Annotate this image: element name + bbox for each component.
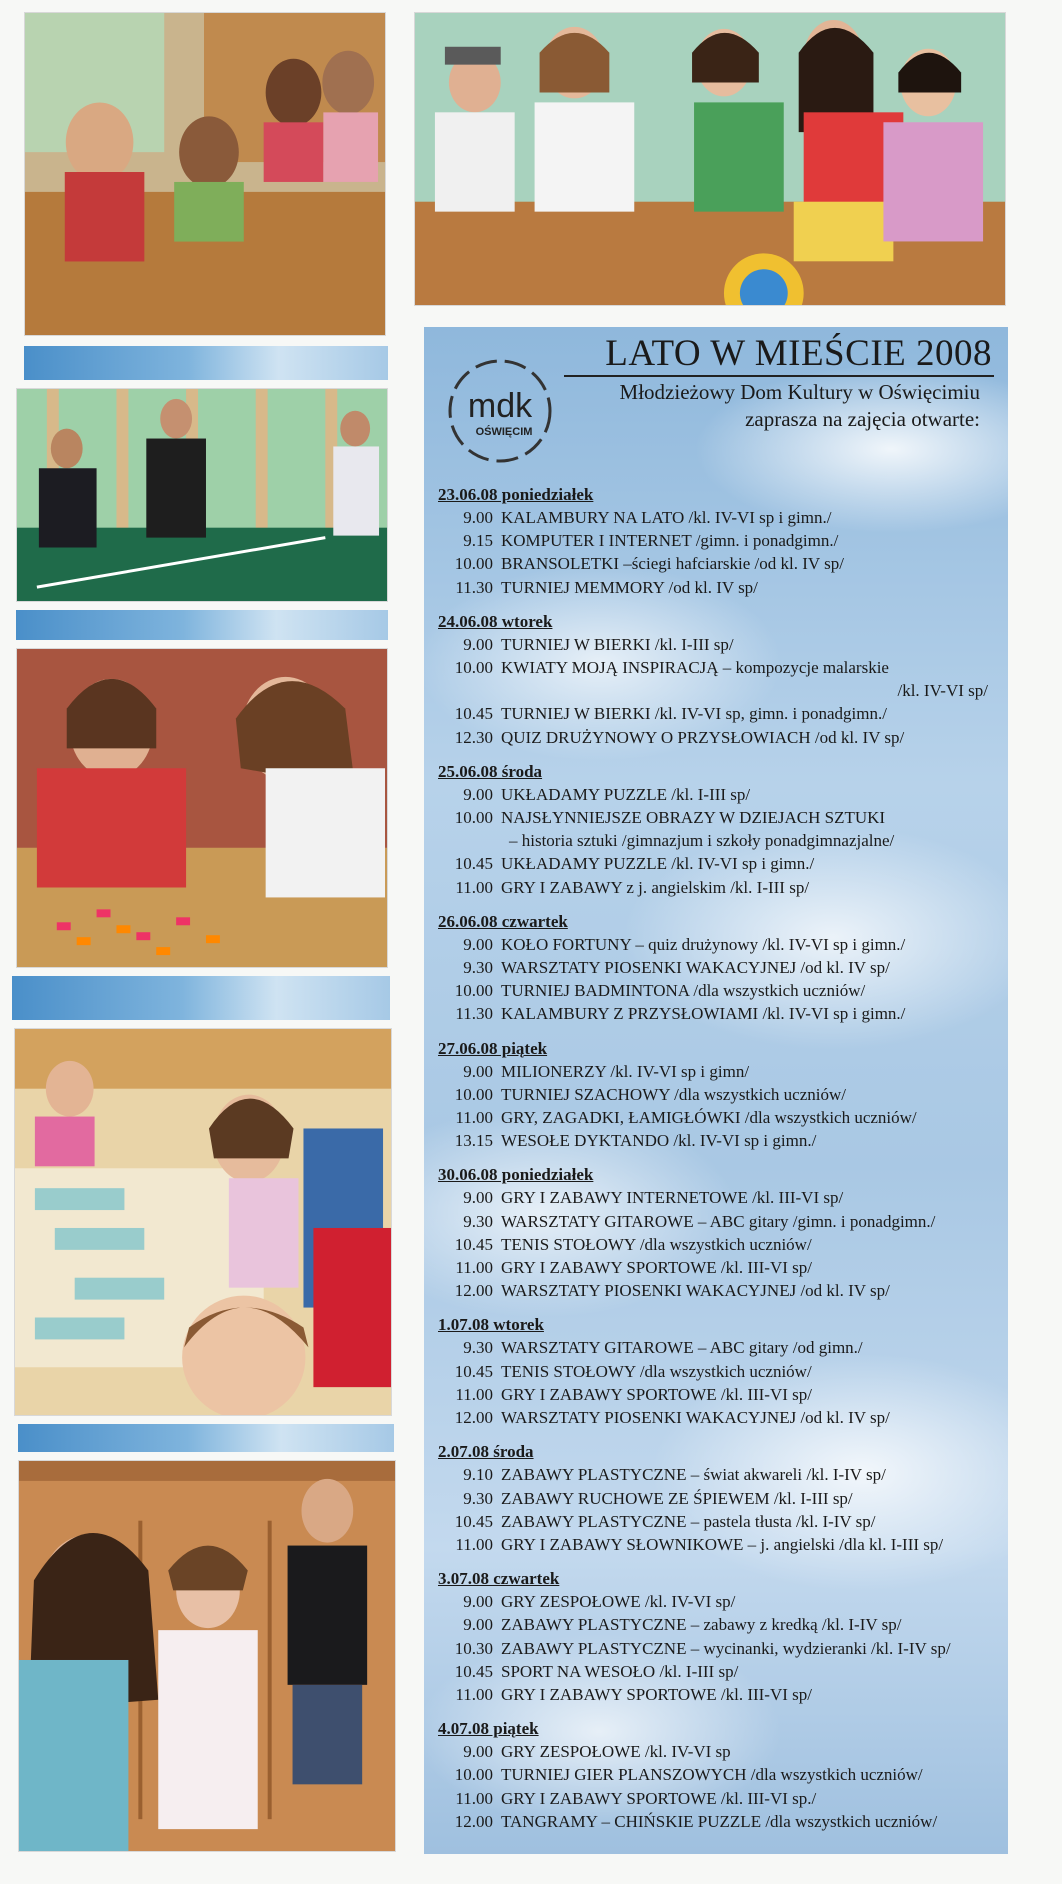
event-time: 10.45 [454, 1511, 493, 1531]
event-time: 11.00 [455, 1384, 493, 1404]
schedule-event [438, 1637, 1002, 1660]
day-heading: 23.06.08 poniedziałek [438, 485, 594, 504]
schedule-event [438, 1336, 1002, 1359]
photo-five-girls-seated [414, 12, 1006, 306]
schedule-event [438, 552, 1002, 575]
schedule [438, 484, 1002, 1845]
schedule-event [438, 1256, 1002, 1279]
day-heading: 2.07.08 środa [438, 1442, 534, 1462]
day-heading: 24.06.08 wtorek [438, 611, 553, 631]
schedule-event [438, 876, 1002, 899]
event-time: 9.00 [463, 1592, 493, 1612]
photo-girls-puzzle [16, 648, 388, 968]
event-time: 11.00 [455, 1534, 493, 1554]
event-time: 11.00 [455, 1788, 493, 1808]
schedule-event [438, 1406, 1002, 1429]
event-description: WESOŁE DYKTANDO /kl. IV-VI sp i gimn./ [501, 1131, 817, 1151]
mdk-logo [446, 357, 554, 465]
event-description: ZABAWY PLASTYCZNE – pastela tłusta /kl. I-IV sp/ [501, 1511, 876, 1531]
event-time: 9.00 [463, 934, 493, 954]
schedule-event [438, 1683, 1002, 1706]
schedule-event [438, 1590, 1002, 1613]
event-time: 10.00 [454, 808, 493, 828]
schedule-day [438, 1314, 1002, 1429]
event-description: SPORT NA WESOŁO /kl. I-III sp/ [501, 1661, 739, 1681]
event-description: GRY I ZABAWY INTERNETOWE /kl. III-VI sp/ [501, 1188, 844, 1208]
organizer-line: Młodzieżowy Dom Kultury w Oświęcimiu [619, 380, 980, 404]
event-time: 10.45 [454, 1234, 493, 1254]
schedule-event [438, 529, 1002, 552]
schedule-event [438, 956, 1002, 979]
event-description: UKŁADAMY PUZZLE /kl. IV-VI sp i gimn./ [501, 854, 815, 874]
schedule-event [438, 1279, 1002, 1302]
day-heading: 1.07.08 wtorek [438, 1315, 544, 1335]
event-description: WARSZTATY PIOSENKI WAKACYJNEJ /od kl. IV sp/ [501, 1408, 890, 1428]
day-heading: 3.07.08 czwartek [438, 1569, 560, 1589]
photo-girls-at-table [24, 12, 386, 336]
event-description: TURNIEJ GIER PLANSZOWYCH /dla wszystkich uczniów/ [501, 1765, 923, 1785]
schedule-day [438, 484, 1002, 599]
event-description: TURNIEJ BADMINTONA /dla wszystkich uczniów/ [501, 981, 866, 1001]
schedule-event [438, 1660, 1002, 1683]
event-description: WARSZTATY PIOSENKI WAKACYJNEJ /od kl. IV sp/ [501, 958, 890, 978]
schedule-day [438, 911, 1002, 1026]
event-description: ZABAWY PLASTYCZNE – świat akwareli /kl. I-IV sp/ [501, 1465, 886, 1485]
schedule-event [438, 1613, 1002, 1636]
event-description: GRY ZESPOŁOWE /kl. IV-VI sp [501, 1742, 731, 1762]
event-description: GRY I ZABAWY z j. angielskim /kl. I-III sp/ [501, 877, 810, 897]
poster-organizer [620, 379, 980, 433]
event-description: TURNIEJ SZACHOWY /dla wszystkich uczniów/ [501, 1084, 846, 1104]
event-time: 11.00 [455, 1684, 493, 1704]
day-heading: 30.06.08 poniedziałek [438, 1165, 594, 1185]
event-description: QUIZ DRUŻYNOWY O PRZYSŁOWIACH /od kl. IV sp/ [501, 727, 905, 747]
event-time: 9.30 [463, 1211, 493, 1231]
event-time: 9.15 [463, 531, 493, 551]
event-description: WARSZTATY GITAROWE – ABC gitary /od gimn./ [501, 1338, 863, 1358]
event-time: 9.00 [463, 1615, 493, 1635]
event-time: 10.45 [454, 704, 493, 724]
logo-subtext: OŚWIĘCIM [475, 426, 533, 438]
event-description: ZABAWY PLASTYCZNE – wycinanki, wydzieranki /kl. I-IV sp/ [501, 1638, 951, 1658]
event-description: GRY I ZABAWY SPORTOWE /kl. III-VI sp/ [501, 1258, 812, 1278]
schedule-day [438, 1038, 1002, 1153]
event-description: UKŁADAMY PUZZLE /kl. I-III sp/ [501, 784, 751, 804]
event-time: 10.00 [454, 554, 493, 574]
event-description: GRY I ZABAWY SPORTOWE /kl. III-VI sp./ [501, 1788, 817, 1808]
schedule-event [438, 1083, 1002, 1106]
schedule-event [438, 1463, 1002, 1486]
event-description-continued: – historia sztuki /gimnazjum i szkoły ponadgimnazjalne/ [509, 831, 895, 851]
event-time: 9.00 [463, 1742, 493, 1762]
event-time: 10.45 [454, 854, 493, 874]
event-description: KOŁO FORTUNY – quiz drużynowy /kl. IV-VI sp i gimn./ [501, 934, 906, 954]
event-time: 10.00 [454, 1765, 493, 1785]
event-time: 9.00 [463, 1188, 493, 1208]
photo-children-painting [14, 1028, 392, 1416]
event-time: 9.00 [463, 784, 493, 804]
schedule-event [438, 656, 1002, 679]
schedule-event [438, 1106, 1002, 1129]
schedule-event [438, 1740, 1002, 1763]
logo-text: mdk [467, 387, 533, 425]
schedule-event [438, 783, 1002, 806]
event-time: 10.00 [454, 981, 493, 1001]
schedule-event [438, 1487, 1002, 1510]
event-time: 9.30 [463, 1338, 493, 1358]
schedule-day [438, 1568, 1002, 1706]
event-time: 10.45 [454, 1661, 493, 1681]
event-time: 10.45 [454, 1361, 493, 1381]
decorative-strip [16, 610, 388, 640]
schedule-event [438, 633, 1002, 656]
event-description: GRY I ZABAWY SPORTOWE /kl. III-VI sp/ [501, 1384, 812, 1404]
schedule-event [438, 1060, 1002, 1083]
event-description: TENIS STOŁOWY /dla wszystkich uczniów/ [501, 1234, 812, 1254]
day-heading: 27.06.08 piątek [438, 1038, 548, 1058]
event-time: 11.30 [455, 577, 493, 597]
event-description: KOMPUTER I INTERNET /gimn. i ponadgimn./ [501, 531, 839, 551]
schedule-day [438, 1441, 1002, 1556]
decorative-strip [24, 346, 388, 380]
event-time: 11.00 [455, 877, 493, 897]
schedule-day [438, 1164, 1002, 1302]
event-description: ZABAWY PLASTYCZNE – zabawy z kredką /kl. I-IV sp/ [501, 1615, 902, 1635]
event-description: MILIONERZY /kl. IV-VI sp i gimn/ [501, 1061, 750, 1081]
schedule-event [438, 1002, 1002, 1025]
event-description: TURNIEJ MEMMORY /od kl. IV sp/ [501, 577, 758, 597]
event-time: 12.00 [454, 1811, 493, 1831]
event-description: BRANSOLETKI –ściegi hafciarskie /od kl. IV sp/ [501, 554, 844, 574]
event-time: 10.30 [454, 1638, 493, 1658]
event-description: TURNIEJ W BIERKI /kl. IV-VI sp, gimn. i ponadgimn./ [501, 704, 887, 724]
event-time: 9.00 [463, 1061, 493, 1081]
schedule-event [438, 1533, 1002, 1556]
schedule-event [438, 1186, 1002, 1209]
event-description: GRY ZESPOŁOWE /kl. IV-VI sp/ [501, 1592, 736, 1612]
schedule-event [438, 1129, 1002, 1152]
event-time: 11.30 [455, 1004, 493, 1024]
event-time: 9.10 [463, 1465, 493, 1485]
event-time: 13.15 [454, 1131, 493, 1151]
day-heading: 26.06.08 czwartek [438, 911, 568, 931]
event-description: KALAMBURY NA LATO /kl. IV-VI sp i gimn./ [501, 508, 832, 527]
schedule-event [438, 1763, 1002, 1786]
schedule-event [438, 726, 1002, 749]
invitation-line: zaprasza na zajęcia otwarte: [745, 407, 980, 431]
schedule-day [438, 611, 1002, 749]
event-time: 10.00 [454, 1084, 493, 1104]
event-time: 10.00 [454, 658, 493, 678]
event-description: WARSZTATY PIOSENKI WAKACYJNEJ /od kl. IV sp/ [501, 1281, 890, 1301]
decorative-strip [18, 1424, 394, 1452]
schedule-event [438, 1233, 1002, 1256]
decorative-strip [12, 976, 390, 1020]
event-description: WARSZTATY GITAROWE – ABC gitary /gimn. i ponadgimn./ [501, 1211, 936, 1231]
photo-table-tennis-hall [16, 388, 388, 602]
schedule-event [438, 806, 1002, 829]
schedule-event [438, 979, 1002, 1002]
schedule-event [438, 1383, 1002, 1406]
event-description: GRY I ZABAWY SŁOWNIKOWE – j. angielski /dla kl. I-III sp/ [501, 1534, 944, 1554]
event-time: 11.00 [455, 1258, 493, 1278]
event-time: 9.00 [463, 508, 493, 527]
event-description: TURNIEJ W BIERKI /kl. I-III sp/ [501, 634, 734, 654]
schedule-event [438, 1810, 1002, 1833]
schedule-event [438, 576, 1002, 599]
schedule-day [438, 761, 1002, 899]
event-time: 12.30 [454, 727, 493, 747]
event-time: 9.30 [463, 1488, 493, 1508]
event-description: ZABAWY RUCHOWE ZE ŚPIEWEM /kl. I-III sp/ [501, 1488, 853, 1508]
event-description-continued: /kl. IV-VI sp/ [897, 681, 988, 701]
schedule-event [438, 852, 1002, 875]
schedule-event [438, 933, 1002, 956]
event-description: TENIS STOŁOWY /dla wszystkich uczniów/ [501, 1361, 812, 1381]
event-description: GRY I ZABAWY SPORTOWE /kl. III-VI sp/ [501, 1684, 812, 1704]
event-description: TANGRAMY – CHIŃSKIE PUZZLE /dla wszystkich uczniów/ [501, 1811, 938, 1831]
schedule-event [438, 1787, 1002, 1810]
event-description: NAJSŁYNNIEJSZE OBRAZY W DZIEJACH SZTUKI [501, 808, 886, 828]
schedule-day [438, 1718, 1002, 1833]
schedule-event [438, 702, 1002, 725]
schedule-event [438, 1510, 1002, 1533]
event-time: 11.00 [455, 1108, 493, 1128]
event-description: KWIATY MOJĄ INSPIRACJĄ – kompozycje malarskie [501, 658, 889, 678]
program-poster [424, 327, 1008, 1854]
day-heading: 4.07.08 piątek [438, 1719, 539, 1739]
event-description: KALAMBURY Z PRZYSŁOWIAMI /kl. IV-VI sp i gimn./ [501, 1004, 906, 1024]
event-time: 12.00 [454, 1281, 493, 1301]
schedule-event [438, 1210, 1002, 1233]
schedule-event [438, 1360, 1002, 1383]
day-heading: 25.06.08 środa [438, 761, 543, 781]
event-time: 12.00 [454, 1408, 493, 1428]
photo-three-children [18, 1460, 396, 1852]
schedule-event [438, 506, 1002, 529]
event-description: GRY, ZAGADKI, ŁAMIGŁÓWKI /dla wszystkich uczniów/ [501, 1108, 917, 1128]
event-time: 9.30 [463, 958, 493, 978]
event-time: 9.00 [463, 634, 493, 654]
poster-title: LATO W MIEŚCIE 2008 [564, 333, 994, 377]
